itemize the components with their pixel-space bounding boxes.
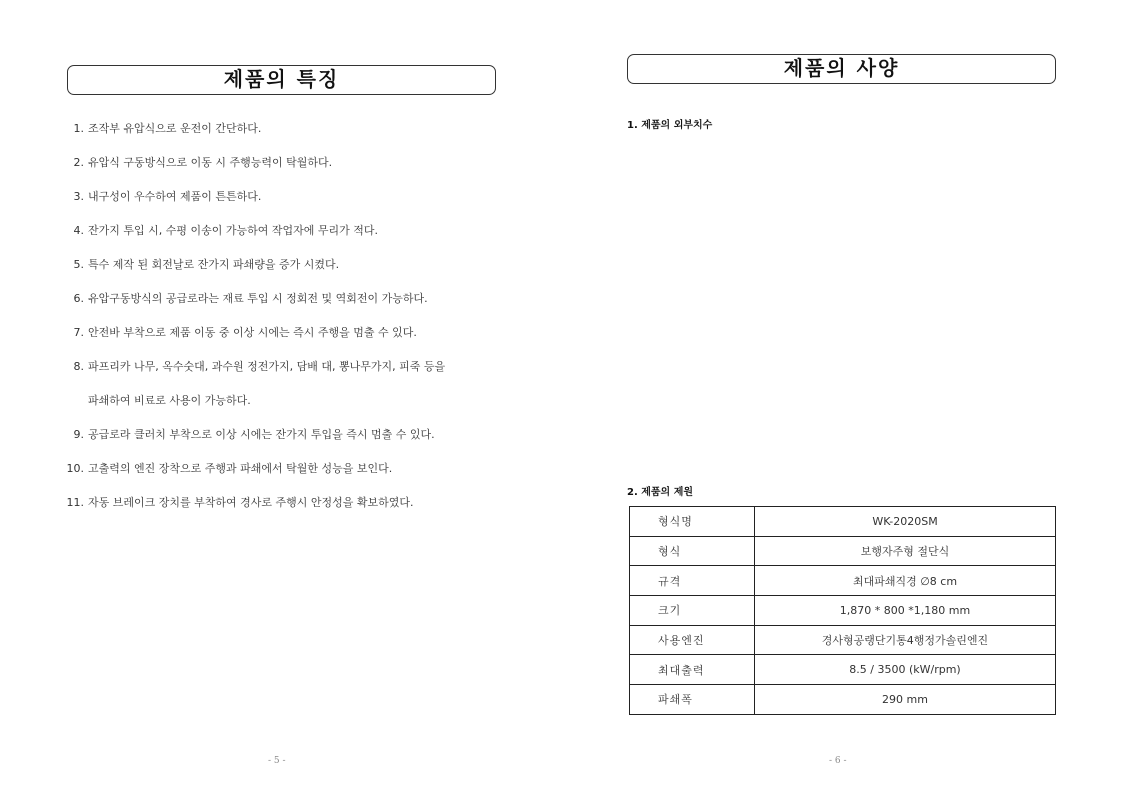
page-number-right: - 6 - <box>829 756 847 766</box>
table-row <box>630 566 1056 596</box>
spec-label: 파쇄폭 <box>630 685 755 715</box>
spec-value: 290 mm <box>755 685 1056 715</box>
feature-item-continuation: 파쇄하여 비료로 사용이 가능하다. <box>88 394 251 407</box>
features-title-box <box>67 65 496 95</box>
feature-item: 6. 유압구동방식의 공급로라는 재료 투입 시 정회전 및 역회전이 가능하다. <box>73 292 428 305</box>
spec-label: 사용엔진 <box>630 625 755 655</box>
feature-item: 5. 특수 제작 된 회전날로 잔가지 파쇄량을 증가 시켰다. <box>73 258 340 271</box>
page-number-left: - 5 - <box>268 756 286 766</box>
feature-item: 1. 조작부 유압식으로 운전이 간단하다. <box>73 122 262 135</box>
feature-item: 9. 공급로라 클러치 부착으로 이상 시에는 잔가지 투입을 즉시 멈출 수 있다. <box>73 428 435 441</box>
spec-value: 보행자주형 절단식 <box>755 536 1056 566</box>
table-row <box>630 507 1056 537</box>
table-row <box>630 596 1056 626</box>
feature-item: 2. 유압식 구동방식으로 이동 시 주행능력이 탁월하다. <box>73 156 333 169</box>
feature-item: 11. 자동 브레이크 장치를 부착하여 경사로 주행시 안정성을 확보하였다. <box>66 496 414 509</box>
feature-item: 8. 파프리카 나무, 옥수숫대, 과수원 정전가지, 담배 대, 뽕나무가지, 피죽 등을 <box>73 360 446 373</box>
section-specifications: 2. 제품의 제원 <box>627 487 694 498</box>
spec-label: 최대출력 <box>630 655 755 685</box>
spec-value: 8.5 / 3500 (kW/rpm) <box>755 655 1056 685</box>
spec-label: 형식명 <box>630 507 755 537</box>
spec-value: 최대파쇄직경 ∅8 cm <box>755 566 1056 596</box>
section-external-dimensions: 1. 제품의 외부치수 <box>627 120 713 131</box>
feature-item: 10. 고출력의 엔진 장착으로 주행과 파쇄에서 탁월한 성능을 보인다. <box>66 462 393 475</box>
spec-value: 1,870 * 800 *1,180 mm <box>755 596 1056 626</box>
spec-table <box>629 506 1056 715</box>
table-row <box>630 536 1056 566</box>
feature-item: 3. 내구성이 우수하여 제품이 튼튼하다. <box>73 190 262 203</box>
spec-title: 제품의 사양 <box>783 56 900 80</box>
spec-title-box <box>627 54 1056 84</box>
spec-value: WK-2020SM <box>755 507 1056 537</box>
table-row <box>630 625 1056 655</box>
features-list <box>60 116 520 524</box>
feature-item: 7. 안전바 부착으로 제품 이동 중 이상 시에는 즉시 주행을 멈출 수 있다. <box>73 326 417 339</box>
features-title: 제품의 특징 <box>223 67 340 91</box>
spec-label: 형식 <box>630 536 755 566</box>
table-row <box>630 655 1056 685</box>
spec-label: 규격 <box>630 566 755 596</box>
table-row <box>630 685 1056 715</box>
spec-label: 크기 <box>630 596 755 626</box>
feature-item: 4. 잔가지 투입 시, 수평 이송이 가능하여 작업자에 무리가 적다. <box>73 224 378 237</box>
spec-value: 경사형공랭단기통4행정가솔린엔진 <box>755 625 1056 655</box>
